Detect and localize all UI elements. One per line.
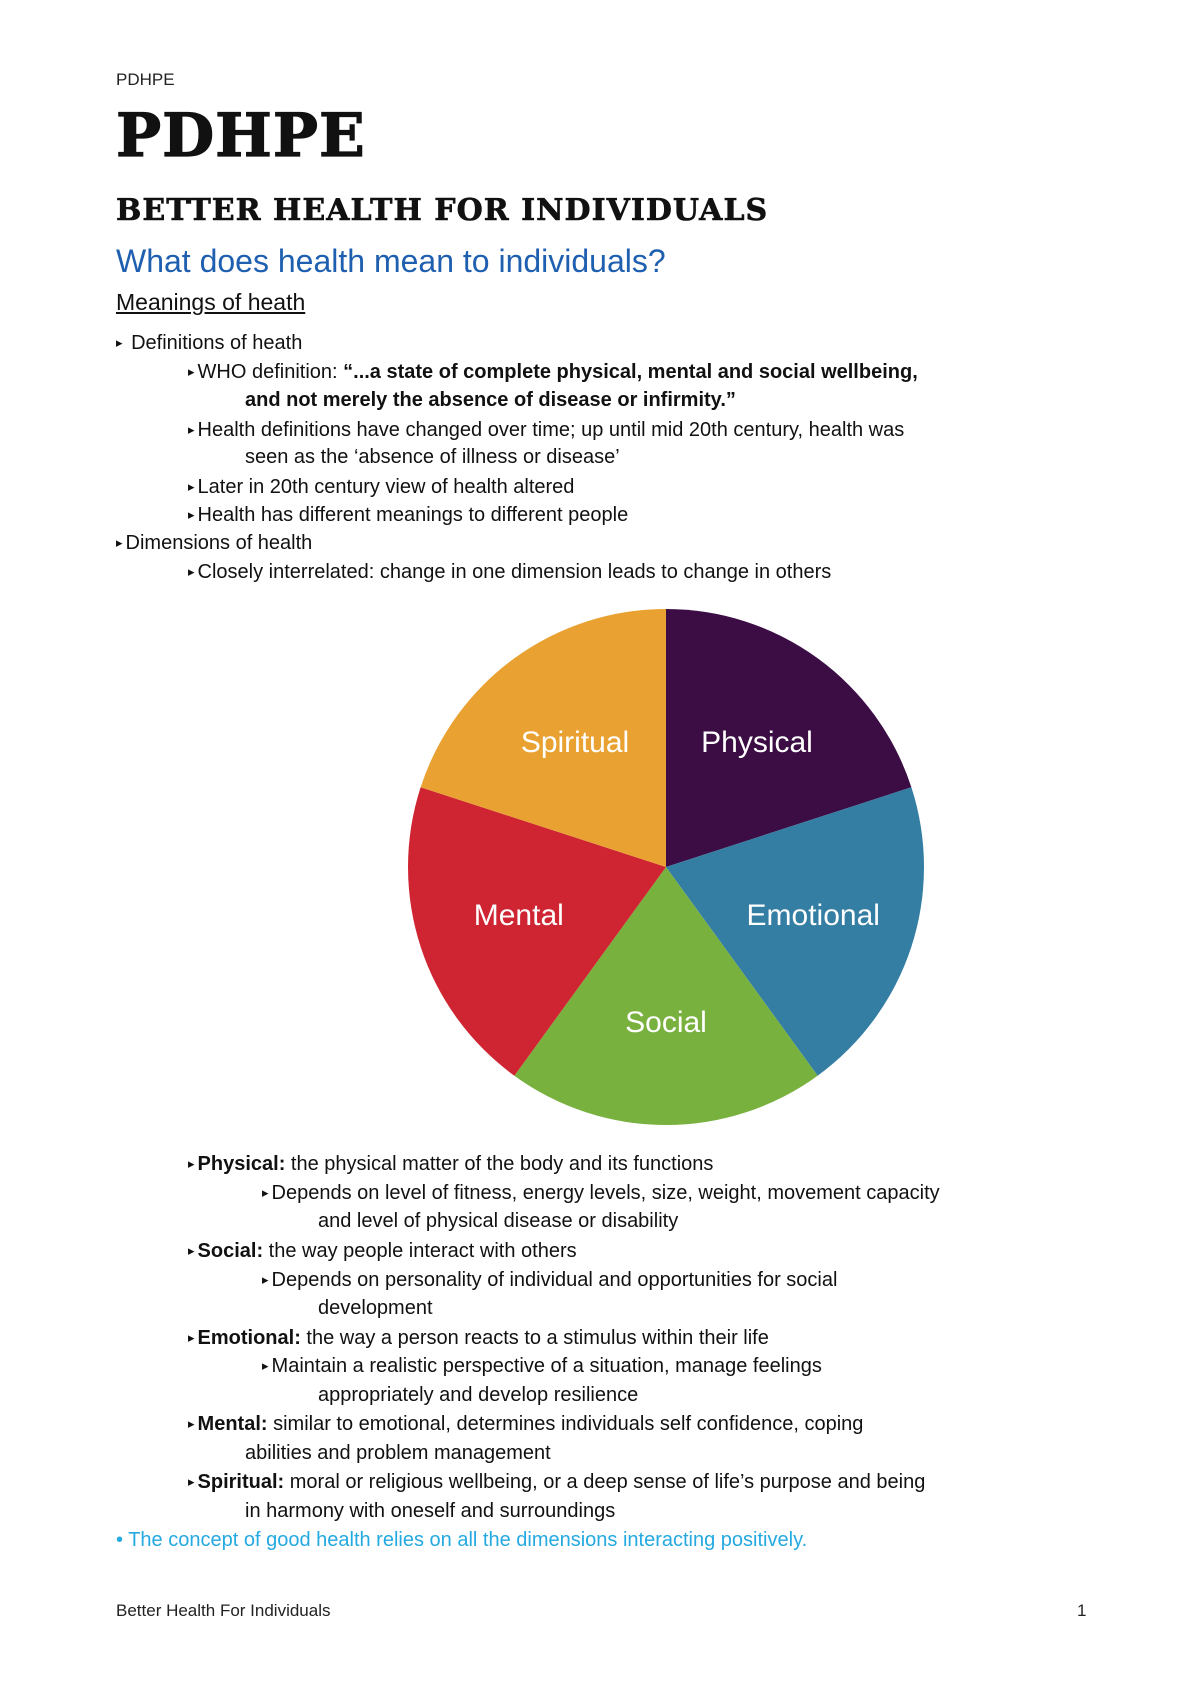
bullet-dot-icon: • (116, 1529, 124, 1551)
bullet-line: ▸ Depends on level of fitness, energy levels, size, weight, movement capacity (262, 1182, 940, 1204)
bullet-line: ▸ Later in 20th century view of health altered (188, 476, 575, 498)
bullet-line: ▸ Social: the way people interact with others (188, 1240, 577, 1262)
dimensions-pie-chart (406, 607, 926, 1127)
running-header: PDHPE (116, 70, 175, 89)
concept-note: • The concept of good health relies on all the dimensions interacting positively. (116, 1529, 808, 1551)
text-line: development (318, 1297, 433, 1319)
text-line: in harmony with oneself and surroundings (245, 1500, 616, 1522)
pie-label-spiritual: Spiritual (520, 725, 630, 759)
pie-label-emotional: Emotional (746, 898, 880, 932)
text-line: and not merely the absence of disease or infirmity.” (245, 389, 736, 411)
bullet-icon: ▸ (262, 1185, 269, 1200)
bullet-icon: ▸ (188, 1156, 195, 1171)
bullet-icon: ▸ (188, 479, 195, 494)
pie-label-physical: Physical (701, 725, 813, 759)
bullet-icon: ▸ (116, 535, 123, 550)
bullet-line: ▸ Closely interrelated: change in one dimension leads to change in others (188, 561, 832, 583)
bullet-line: ▸ WHO definition: “...a state of complete physical, mental and social wellbeing, (188, 361, 918, 383)
pie-label-social: Social (625, 1005, 707, 1039)
bullet-icon: ▸ (188, 1474, 195, 1489)
bullet-line: ▸ Emotional: the way a person reacts to a stimulus within their life (188, 1327, 769, 1349)
bullet-icon: ▸ (116, 335, 123, 350)
bullet-icon: ▸ (188, 1330, 195, 1345)
bullet-line: ▸ Definitions of heath (116, 332, 303, 354)
bullet-icon: ▸ (188, 564, 195, 579)
bullet-icon: ▸ (188, 1416, 195, 1431)
page-number: 1 (1077, 1601, 1087, 1620)
bullet-line: ▸ Mental: similar to emotional, determines individuals self confidence, coping (188, 1413, 864, 1435)
section-question: What does health mean to individuals? (116, 243, 666, 279)
bullet-icon: ▸ (188, 364, 195, 379)
footer-title: Better Health For Individuals (116, 1601, 331, 1620)
bullet-line: ▸ Health has different meanings to different people (188, 504, 629, 526)
bullet-line: ▸ Physical: the physical matter of the body and its functions (188, 1153, 714, 1175)
bullet-icon: ▸ (188, 1243, 195, 1258)
document-title: PDHPE (116, 101, 366, 171)
text-line: abilities and problem management (245, 1442, 551, 1464)
bullet-icon: ▸ (188, 507, 195, 522)
bullet-icon: ▸ (262, 1358, 269, 1373)
text-line: and level of physical disease or disability (318, 1210, 679, 1232)
bullet-line: ▸ Maintain a realistic perspective of a situation, manage feelings (262, 1355, 822, 1377)
bullet-icon: ▸ (262, 1272, 269, 1287)
bullet-icon: ▸ (188, 422, 195, 437)
bullet-line: ▸ Dimensions of health (116, 532, 313, 554)
pie-label-mental: Mental (473, 898, 564, 932)
bullet-line: ▸ Depends on personality of individual and opportunities for social (262, 1269, 838, 1291)
text-line: appropriately and develop resilience (318, 1384, 639, 1406)
text-line: seen as the ‘absence of illness or disease’ (245, 446, 620, 468)
bullet-line: ▸ Health definitions have changed over time; up until mid 20th century, health was (188, 419, 905, 441)
section-heading: Meanings of heath (116, 289, 306, 315)
document-subtitle: BETTER HEALTH FOR INDIVIDUALS (116, 193, 769, 228)
bullet-line: ▸ Spiritual: moral or religious wellbeing, or a deep sense of life’s purpose and being (188, 1471, 926, 1493)
